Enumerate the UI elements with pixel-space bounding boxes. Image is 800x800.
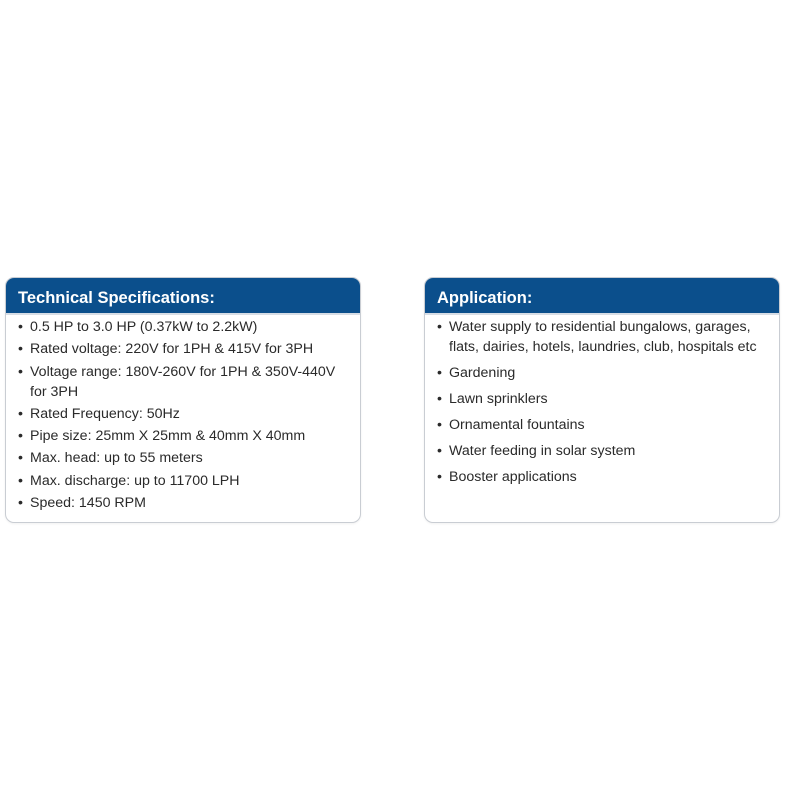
list-item-text: 0.5 HP to 3.0 HP (0.37kW to 2.2kW)	[30, 319, 258, 335]
bullet-icon: •	[18, 363, 23, 380]
list-item-text: Rated voltage: 220V for 1PH & 415V for 3PH	[30, 341, 314, 358]
list-item-text: Booster applications	[449, 469, 577, 485]
list-item	[437, 389, 769, 409]
bullet-icon: •	[18, 450, 23, 467]
list-item	[18, 339, 350, 359]
technical-specifications-title: Technical Specifications:	[6, 278, 360, 315]
list-item-text: Speed: 1450 RPM	[30, 495, 146, 512]
bullet-icon: •	[437, 365, 442, 381]
list-item	[18, 493, 350, 513]
list-item	[18, 426, 350, 446]
list-item-text: Ornamental fountains	[449, 417, 585, 433]
bullet-icon: •	[437, 417, 442, 433]
list-item-text: Lawn sprinklers	[449, 391, 548, 407]
bullet-icon: •	[18, 495, 23, 512]
list-item-text: Max. head: up to 55 meters	[30, 450, 203, 467]
list-item-text: Max. discharge: up to 11700 LPH	[30, 472, 240, 489]
bullet-icon: •	[437, 391, 442, 407]
list-item	[437, 415, 769, 435]
bullet-icon: •	[18, 319, 23, 335]
list-item	[18, 317, 350, 337]
application-title: Application:	[425, 278, 779, 315]
list-item	[437, 363, 769, 383]
list-item-text: Water supply to residential bungalows, garages, flats, dairies, hotels, laundries, club, hospitals etc	[449, 319, 757, 355]
list-item	[437, 441, 769, 461]
list-item	[437, 467, 769, 487]
list-item-text: Rated Frequency: 50Hz	[30, 405, 180, 422]
bullet-icon: •	[18, 341, 23, 358]
technical-specifications-list	[6, 315, 360, 513]
list-item-text: Pipe size: 25mm X 25mm & 40mm X 40mm	[30, 428, 306, 445]
technical-specifications-card	[5, 277, 361, 523]
list-item-text: Water feeding in solar system	[449, 443, 636, 459]
bullet-icon: •	[18, 472, 23, 489]
application-card	[424, 277, 780, 523]
bullet-icon: •	[437, 469, 442, 485]
list-item	[18, 404, 350, 424]
application-list	[425, 315, 779, 487]
bullet-icon: •	[18, 428, 23, 445]
bullet-icon: •	[18, 405, 23, 422]
list-item	[18, 471, 350, 491]
list-item	[18, 362, 350, 402]
list-item-text: Gardening	[449, 365, 516, 381]
bullet-icon: •	[437, 319, 442, 335]
list-item	[18, 448, 350, 468]
bullet-icon: •	[437, 443, 442, 459]
list-item-text: Voltage range: 180V-260V for 1PH & 350V-440V for 3PH	[30, 363, 336, 400]
list-item	[437, 317, 769, 357]
